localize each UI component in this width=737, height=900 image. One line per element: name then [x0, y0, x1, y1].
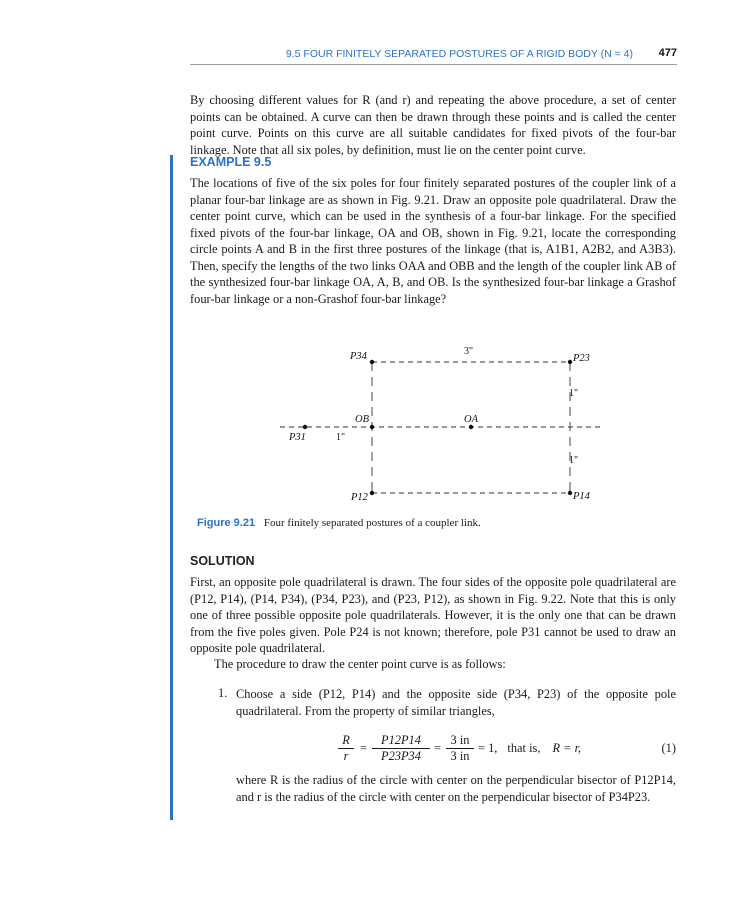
intro-paragraph: By choosing different values for R (and r) and repeating the above procedure, a set of center points can be obtained. A curve can then be drawn through these points and is called the center point curve. Points on this curve are all suitable candidates for fixed pivots of the four-bar linkage. Note that all six poles, by definition, must lie on the center point curve. — [190, 93, 676, 157]
example-text: The locations of five of the six poles for four finitely separated postures of the coupler link of a planar four-bar linkage are as shown in Fig. 9.21. Draw an opposite pole quadrilateral. Draw the center point curve, which can be used in the synthesis of a four-bar linkage. For the specified fixed pivots of the four-bar linkage, OA and OB, shown in Fig. 9.21, locate the corresponding circle points A and B in the first three postures of the linkage (that is, A1B1, A2B2, and A3B3). Then, specify the lengths of the two links OAA and OBB and the length of the coupler link AB of the synthesized four-bar linkage OA, A, B, and OB. Is the synthesized four-bar linkage a Grashof four-bar linkage or a non-Grashof four-bar linkage? — [190, 176, 676, 306]
point-p31 — [303, 425, 307, 429]
point-p12 — [370, 491, 374, 495]
point-p14 — [568, 491, 572, 495]
frac-poles — [372, 733, 430, 764]
label-p23: P23 — [573, 353, 590, 364]
frac-poles-den: P23P34 — [381, 749, 421, 763]
frac-r-num: R — [338, 733, 354, 749]
label-p14: P14 — [573, 491, 590, 502]
eq-sign-2: = — [434, 741, 441, 755]
figure-9-21 — [280, 343, 610, 513]
running-title: 9.5 FOUR FINITELY SEPARATED POSTURES OF A RIGID BODY (N = 4) — [285, 48, 633, 60]
point-p34 — [370, 360, 374, 364]
dim-left: 1" — [336, 432, 346, 443]
label-ob: OB — [355, 414, 369, 425]
equation-1 — [300, 733, 676, 769]
after-equation-text: where R is the radius of the circle with center on the perpendicular bisector of P12P14, and r is the radius of the circle with center on the perpendicular bisector of P34P23. — [236, 773, 676, 804]
running-header — [190, 44, 677, 65]
dim-right-lower: 1" — [569, 455, 579, 466]
solution-heading: SOLUTION — [190, 554, 255, 568]
step-number: 1. — [218, 686, 228, 700]
point-oa — [469, 425, 473, 429]
frac-inches-num: 3 in — [446, 733, 474, 749]
figure-caption — [197, 517, 481, 529]
dim-right-upper: 1" — [569, 388, 579, 399]
example-heading: EXAMPLE 9.5 — [190, 155, 272, 169]
eq-result: = 1, — [478, 741, 498, 755]
point-ob — [370, 425, 374, 429]
page-number: 477 — [658, 47, 677, 59]
dim-top: 3" — [464, 346, 474, 357]
label-p34: P34 — [350, 351, 367, 362]
label-oa: OA — [464, 414, 478, 425]
frac-inches-den: 3 in — [450, 749, 470, 763]
step-text: Choose a side (P12, P14) and the opposite side (P34, P23) of the opposite pole quadrilateral. From the property of similar triangles, — [236, 687, 676, 718]
figure-label: Figure 9.21 — [197, 517, 256, 529]
eq-sign-1: = — [360, 741, 367, 755]
label-p12: P12 — [351, 492, 368, 503]
figure-caption-text: Four finitely separated postures of a coupler link. — [263, 517, 481, 529]
frac-poles-num: P12P14 — [372, 733, 430, 749]
point-p23 — [568, 360, 572, 364]
solution-paragraph: First, an opposite pole quadrilateral is drawn. The four sides of the opposite pole quadrilateral are (P12, P14), (P14, P34), (P34, P23), and (P23, P12), as shown in Fig. 9.22. Note that this is only one of three possible opposite pole quadrilaterals. However, it is the only one that can be drawn from the five poles given. Pole P24 is not known; therefore, pole P31 cannot be used to draw an opposite pole quadrilateral. — [190, 575, 676, 655]
eq-that-is: that is, — [507, 741, 541, 755]
equation-number: (1) — [661, 741, 676, 755]
eq-conclusion: R = r, — [552, 741, 582, 755]
pole-diagram — [280, 343, 610, 508]
procedure-intro: The procedure to draw the center point curve is as follows: — [214, 657, 506, 671]
frac-r-den: r — [343, 749, 349, 763]
frac-inches — [446, 733, 474, 764]
label-p31: P31 — [289, 432, 306, 443]
frac-r — [338, 733, 354, 764]
example-margin-bar — [170, 155, 173, 820]
